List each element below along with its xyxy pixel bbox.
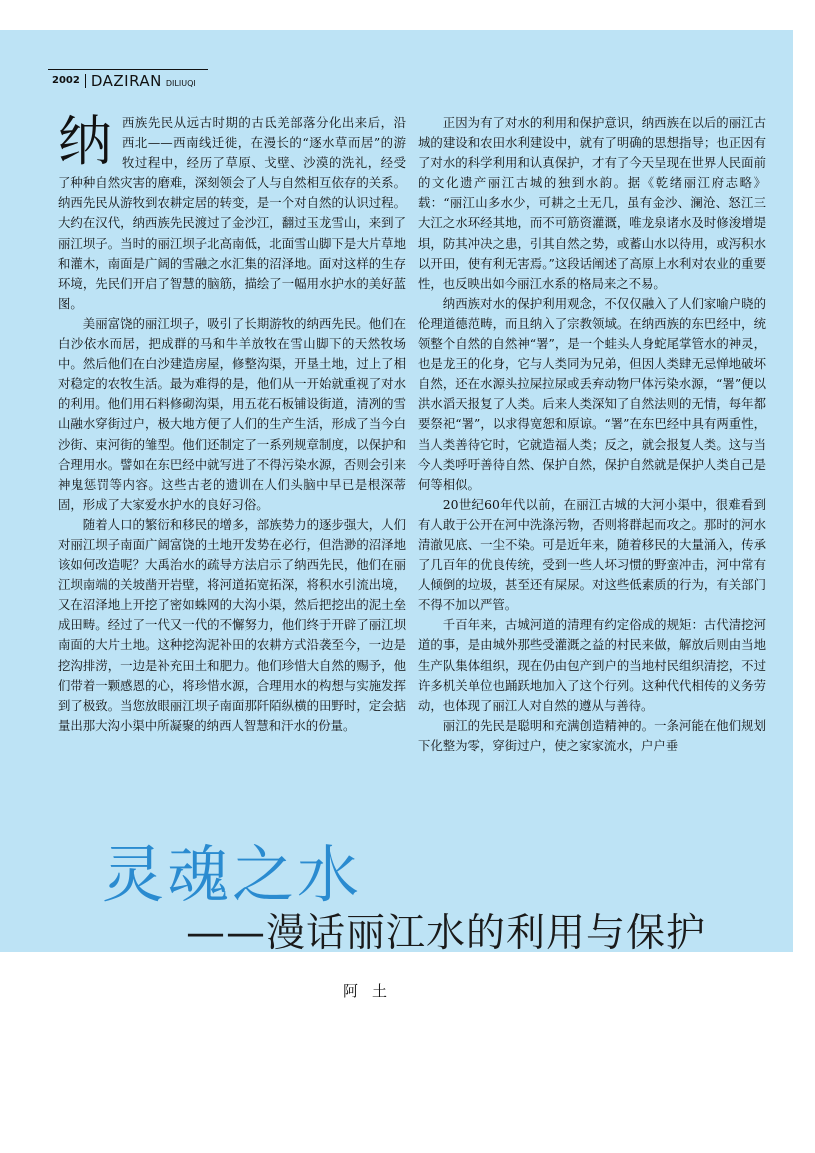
article-subtitle: ——漫话丽江水的利用与保护 <box>186 911 707 956</box>
left-paragraph-text: 西族先民从远古时期的古氐羌部落分化出来后，沿西北——西南线迁徙，在漫长的“逐水草而居”的游牧过程中，经历了草原、戈壁、沙漠的洗礼，经受了种种自然灾害的磨难，深刻领会了人与自然相互依存的关系。纳西先民从游牧到农耕定居的转变，是一个对自然的认识过程。大约在汉代，纳西族先民渡过了金沙江，翻过玉龙雪山，来到了丽江坝子。当时的丽江坝子北高南低，北面雪山脚下是大片草地和灌木，南面是广阔的雪融之水汇集的沼泽地。面对这样的生存环境，先民们开启了智慧的脑筋，描绘了一幅用水护水的美好蓝图。 <box>58 115 406 311</box>
left-paragraph: 美丽富饶的丽江坝子，吸引了长期游牧的纳西先民。他们在白沙依水而居，把成群的马和牛羊放牧在雪山脚下的天然牧场中。然后他们在白沙建造房屋，修整沟渠，开垦土地，过上了相对稳定的农牧生活。最为难得的是，他们从一开始就重视了对水的利用。他们用石料修砌沟渠，用五花石板铺设街道，清冽的雪山融水穿街过户，极大地方便了人们的生产生活，形成了当今白沙街、束河街的雏型。他们还制定了一系列规章制度，以保护和合理用水。譬如在东巴经中就写进了不得污染水源，否则会引来神鬼惩罚等内容。这些古老的遗训在人们头脑中早已是根深蒂固，形成了大家爱水护水的良好习俗。 <box>58 315 406 512</box>
magazine-header <box>48 69 213 93</box>
left-column <box>58 110 406 736</box>
left-paragraph <box>58 110 406 314</box>
author-name: 阿土 <box>343 982 402 1000</box>
right-paragraph: 20世纪60年代以前，在丽江古城的大河小渠中，很难看到有人敢于公开在河中洗涤污物，否则将群起而攻之。那时的河水清澈见底、一尘不染。可是近年来，随着移民的大量涌入，传承了几百年的优良传统，受到一些人坏习惯的野蛮冲击，河中常有人倾倒的垃圾，甚至还有屎尿。对这些低素质的行为，有关部门不得不加以严管。 <box>418 496 766 613</box>
right-paragraph: 丽江的先民是聪明和充满创造精神的。一条河能在他们规划下化整为零，穿街过户，使之家家流水，户户垂 <box>418 717 766 753</box>
header-rule <box>48 69 208 70</box>
right-paragraph: 千百年来，古城河道的清理有约定俗成的规矩：古代清挖河道的事，是由城外那些受灌溉之益的村民来做，解放后则由当地生产队集体组织，现在仍由包产到户的当地村民组织清挖，不过许多机关单位也踊跃地加入了这个行列。这种代代相传的义务劳动，也体现了丽江人对自然的遵从与善待。 <box>418 617 766 713</box>
magazine-name: DAZIRAN <box>90 72 162 90</box>
article-title: 灵魂之水 <box>102 838 363 911</box>
issue-year: 2002 <box>48 74 86 88</box>
right-paragraph: 正因为有了对水的利用和保护意识，纳西族在以后的丽江古城的建设和农田水利建设中，就有了明确的思想指导；也正因有了对水的科学利用和认真保护，才有了今天呈现在世界人民面前的文化遗产丽江古城的独到水韵。据《乾绪丽江府志略》载：“丽江山多水少，可耕之土无几，虽有金沙、澜沧、怒江三大江之水环经其地，而不可筋资灌溉，唯龙泉诸水及时修浚增堤垻，防其冲决之患，引其自然之势，或蓄山水以待用，或泻积水以开田，使有利无害焉。”这段话阐述了高原上水利对农业的重要性，也反映出如今丽江水系的格局来之不易。 <box>418 115 766 291</box>
right-column <box>418 113 766 756</box>
magazine-subtitle: DILIUQI <box>165 78 196 88</box>
right-paragraph: 纳西族对水的保护利用观念，不仅仅融入了人们家喻户晓的伦理道德范畴，而且纳入了宗教领域。在纳西族的东巴经中，统领整个自然的自然神“署”，是一个蛙头人身蛇尾掌管水的神灵，也是龙王的化身，它与人类同为兄弟，但因人类肆无忌惮地破坏自然，还在水源头拉屎拉尿或丢弃动物尸体污染水源，“署”便以洪水滔天报复了人类。后来人类深知了自然法则的无情，每年都要祭祀“署”，以求得宽恕和原谅。“署”在东巴经中具有两重性，当人类善待它时，它就造福人类；反之，就会报复人类。这与当今人类呼吁善待自然、保护自然，保护自然就是保护人类自己是何等相似。 <box>418 295 766 492</box>
drop-cap: 纳 <box>58 110 112 173</box>
left-paragraph: 随着人口的繁衍和移民的增多，部族势力的逐步强大，人们对丽江坝子南面广阔富饶的土地开发势在必行，但浩渺的沼泽地该如何改造呢？大禹治水的疏导方法启示了纳西先民，他们在丽江坝南端的关坡凿开岩壁，将河道拓宽拓深，将积水引流出境，又在沼泽地上开挖了密如蛛网的大沟小渠，然后把挖出的泥土垒成田畴。经过了一代又一代的不懈努力，他们终于开辟了丽江坝南面的大片土地。这种挖沟泥补田的农耕方式沿袭至今，一边是挖沟排涝，一边是补充田土和肥力。他们珍惜大自然的赐予，他们带着一颗感恩的心，将珍惜水源，合理用水的构想与实施发挥到了极致。当您放眼丽江坝子南面那阡陌纵横的田野时，定会掂量出那大沟小渠中所凝聚的纳西人智慧和汗水的份量。 <box>58 516 406 733</box>
